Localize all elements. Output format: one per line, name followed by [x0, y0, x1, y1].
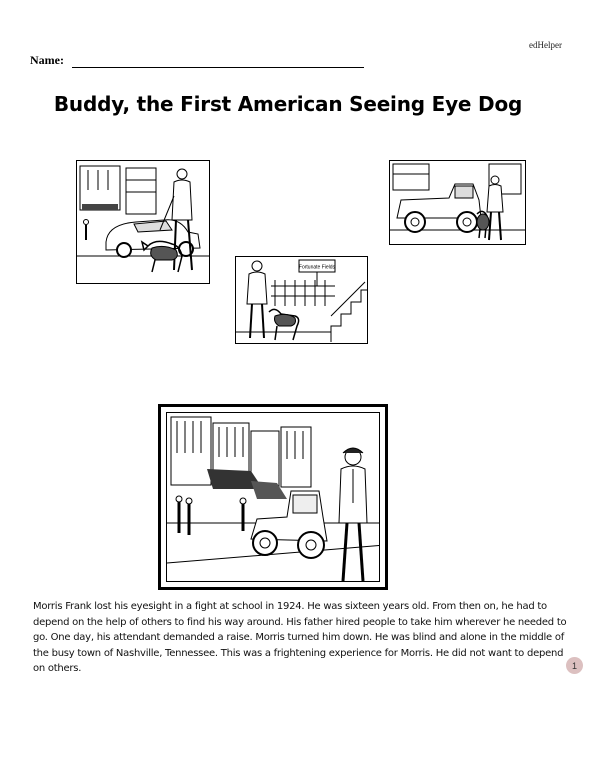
brand-label: edHelper	[529, 40, 562, 50]
page-number-badge: 1	[566, 657, 583, 674]
page-title: Buddy, the First American Seeing Eye Dog	[53, 92, 523, 116]
name-row	[30, 53, 364, 68]
story-text: Morris Frank lost his eyesight in a fight at school in 1924. He was sixteen years old. From then on, he had to depend on the help of others to find his way around. His father hired people to take him wherever he needed to go. One day, his attendant demanded a raise. Morris turned him down. He was blind and alone in the middle of the busy town of Nashville, Tennessee. This was a frightening experience for Morris. He did not want to depend on others.	[33, 601, 567, 675]
story-paragraph	[33, 599, 573, 677]
main-illustration	[166, 412, 380, 582]
illustration-man-dog-old-cars	[389, 160, 526, 245]
name-label: Name:	[30, 53, 64, 67]
illustration-man-dog-fortunate-fields	[235, 256, 368, 344]
street-sign-text: Fortunate Fields	[298, 264, 336, 271]
illustration-man-with-dog-and-car	[76, 160, 210, 284]
main-illustration-frame	[158, 404, 388, 590]
name-input-line[interactable]	[72, 55, 364, 68]
